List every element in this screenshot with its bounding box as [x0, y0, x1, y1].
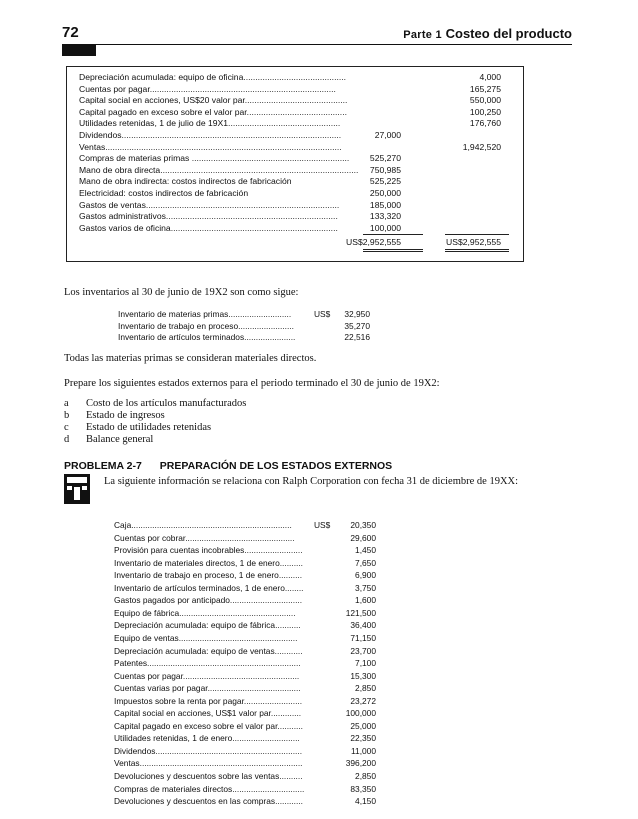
inventory-value: 32,950 [344, 309, 370, 319]
credit-value: 1,942,520 [462, 141, 501, 152]
credit-value: 176,760 [469, 118, 501, 129]
prepare-instruction: Prepare los siguientes estados externos para el periodo terminado el 30 de junio de 19X2: [64, 378, 440, 389]
page-number: 72 [62, 24, 79, 41]
ledger-value: 23,700 [350, 645, 376, 656]
ledger-row [114, 619, 376, 632]
header-rule [62, 44, 572, 45]
ledger-label: Compras de materiales directos............................... [114, 783, 305, 794]
ledger-value: 100,000 [345, 708, 376, 719]
problem-title: PREPARACIÓN DE LOS ESTADOS EXTERNOS [159, 460, 393, 472]
table-row [79, 164, 509, 176]
ledger-value: 396,200 [345, 758, 376, 769]
ledger-value: 25,000 [350, 720, 376, 731]
task-item: c Estado de utilidades retenidas [64, 422, 212, 433]
direct-materials-note: Todas las materias primas se consideran materiales directos. [64, 353, 317, 364]
account-label: Gastos de ventas................................................................................. [79, 199, 340, 210]
account-label: Mano de obra directa................................................................................... [79, 164, 359, 175]
ledger-value: 2,850 [355, 771, 376, 781]
table-row [79, 83, 509, 95]
ledger-label: Cuentas varias por pagar........................................ [114, 683, 301, 694]
table-row [79, 222, 509, 234]
table-row [79, 210, 509, 222]
trial-balance-box [66, 66, 524, 262]
ledger-row [114, 657, 376, 670]
table-row [79, 199, 509, 211]
ledger-row [114, 519, 376, 532]
task-item: a Costo de los artículos manufacturados [64, 398, 247, 409]
ledger-value: 4,150 [355, 796, 376, 807]
credit-value: 4,000 [479, 72, 501, 82]
credit-value: 550,000 [469, 95, 501, 106]
table-row [79, 187, 509, 199]
ledger-row [114, 557, 376, 570]
subtotal-rule [445, 234, 509, 235]
ledger-row [114, 682, 376, 695]
account-label: Gastos administrativos........................................................................ [79, 211, 338, 222]
ledger-value: 7,650 [355, 557, 376, 568]
ledger-value: 15,300 [350, 670, 376, 681]
ledger-row [114, 645, 376, 658]
debit-value: 100,000 [369, 222, 401, 233]
ledger-value: 3,750 [355, 582, 376, 593]
ledger-value: 23,272 [350, 695, 376, 706]
ledger-row [114, 670, 376, 683]
ledger-row [114, 594, 376, 607]
credit-value: 165,275 [469, 83, 501, 94]
ledger-label: Equipo de fábrica.................................................. [114, 607, 296, 618]
ledger-label: Depreciación acumulada: equipo de ventas............ [114, 645, 303, 656]
debit-value: 250,000 [369, 188, 401, 198]
ledger-label: Dividendos............................................................... [114, 745, 303, 756]
ledger-row [114, 757, 376, 770]
debit-value: 133,320 [369, 211, 401, 222]
ledger-value: 29,600 [350, 532, 376, 543]
ledger-label: Caja..................................................................... [114, 520, 292, 530]
ledger-label: Inventario de trabajo en proceso, 1 de enero.......... [114, 570, 303, 581]
ledger-label: Inventario de materiales directos, 1 de enero.......... [114, 557, 304, 568]
account-label: Dividendos............................................................................................ [79, 130, 342, 140]
account-label: Mano de obra indirecta: costos indirectos de fabricación [79, 176, 292, 187]
ledger-row [114, 544, 376, 557]
inventory-row [118, 321, 378, 332]
ledger-label: Utilidades retenidas, 1 de enero............................. [114, 733, 300, 744]
ledger-label: Devoluciones y descuentos sobre las ventas.......... [114, 771, 303, 781]
problem-number: PROBLEMA 2-7 [64, 460, 142, 472]
double-rule [363, 249, 423, 252]
account-label: Utilidades retenidas, 1 de julio de 19X1............................................... [79, 118, 341, 129]
account-label: Capital social en acciones, US$20 valor par........................................... [79, 95, 348, 106]
ledger-value: 36,400 [350, 620, 376, 631]
ledger-label: Inventario de artículos terminados, 1 de enero........ [114, 582, 304, 593]
table-row [79, 117, 509, 129]
ledger-label: Cuentas por cobrar............................................... [114, 532, 295, 543]
ledger-row [114, 795, 376, 808]
ledger-row [114, 582, 376, 595]
table-row [79, 71, 509, 83]
ledger-label: Provisión para cuentas incobrables......................... [114, 545, 303, 556]
ledger-value: 1,600 [355, 595, 376, 606]
ledger-label: Capital pagado en exceso sobre el valor par........... [114, 720, 304, 731]
ledger-label: Equipo de ventas................................................... [114, 632, 298, 643]
ledger-value: 1,450 [355, 545, 376, 556]
ledger-label: Capital social en acciones, US$1 valor par............. [114, 708, 302, 719]
currency-symbol: US$ [314, 309, 331, 319]
ledger-label: Ventas...................................................................... [114, 758, 303, 769]
table-row [79, 175, 509, 187]
part-title: Costeo del producto [445, 26, 572, 41]
ledger-value: 7,100 [355, 658, 376, 669]
debit-value: 525,225 [369, 176, 401, 187]
problem-heading [64, 460, 392, 472]
ledger-row [114, 607, 376, 620]
inventory-value: 22,516 [344, 332, 370, 342]
account-label: Gastos varios de oficina...................................................................... [79, 222, 338, 233]
ledger-value: 83,350 [350, 783, 376, 794]
ledger-value: 22,350 [350, 733, 376, 744]
total-credit: US$2,952,555 [446, 237, 501, 248]
currency-symbol: US$ [314, 520, 331, 530]
debit-value: 525,270 [369, 153, 401, 164]
header-block [62, 44, 96, 56]
table-row [79, 141, 509, 153]
credit-value: 100,250 [469, 106, 501, 117]
double-rule [445, 249, 509, 252]
inventory-label: Inventario de artículos terminados...................... [118, 332, 296, 342]
table-row [79, 94, 509, 106]
part-label: Parte 1 [403, 29, 442, 41]
ledger-row [114, 783, 376, 796]
account-label: Compras de materias primas .................................................................. [79, 153, 350, 164]
ledger-label: Impuestos sobre la renta por pagar......................... [114, 695, 303, 706]
ledger-row [114, 707, 376, 720]
ledger-row [114, 532, 376, 545]
ledger-value: 2,850 [355, 683, 376, 694]
ledger-label: Devoluciones y descuentos en las compras............ [114, 796, 303, 807]
account-label: Capital pagado en exceso sobre el valor par.......................................... [79, 106, 347, 117]
task-item: d Balance general [64, 434, 154, 445]
running-header [403, 26, 572, 41]
ledger-row [114, 632, 376, 645]
ledger-label: Depreciación acumulada: equipo de fábrica........... [114, 620, 301, 631]
total-row [79, 236, 509, 248]
debit-value: 27,000 [374, 130, 401, 140]
ledger-value: 6,900 [355, 570, 376, 581]
ledger-row [114, 732, 376, 745]
inventory-label: Inventario de materias primas........................... [118, 309, 292, 319]
inventory-row [118, 332, 378, 343]
inventories-intro: Los inventarios al 30 de junio de 19X2 son como sigue: [64, 287, 299, 298]
table-row [79, 129, 509, 141]
ledger-label: Gastos pagados por anticipado............................... [114, 595, 303, 606]
ledger-label: Cuentas por pagar.................................................. [114, 670, 300, 681]
ledger-row [114, 720, 376, 733]
inventory-value: 35,270 [344, 320, 370, 331]
ledger-value: 20,350 [350, 520, 376, 530]
ledger-row [114, 770, 376, 783]
inventory-row [118, 309, 378, 320]
ledger-row [114, 569, 376, 582]
debit-value: 185,000 [369, 199, 401, 210]
subtotal-rule [363, 234, 423, 235]
task-item: b Estado de ingresos [64, 410, 165, 421]
account-label: Cuentas por pagar.............................................................................. [79, 83, 336, 94]
ledger-row [114, 695, 376, 708]
account-label: Ventas................................................................................................... [79, 141, 342, 152]
debit-value: 750,985 [369, 164, 401, 175]
ledger-value: 71,150 [350, 632, 376, 643]
total-debit: US$2,952,555 [346, 237, 401, 248]
account-label: Depreciación acumulada: equipo de oficina........................................... [79, 72, 347, 82]
table-row [79, 152, 509, 164]
ledger-value: 11,000 [351, 745, 376, 756]
ledger-value: 121,500 [345, 607, 376, 618]
ledger-row [114, 745, 376, 758]
inventory-label: Inventario de trabajo en proceso........................ [118, 320, 294, 331]
problem-intro: La siguiente información se relaciona con Ralph Corporation con fecha 31 de diciembre de 19XX: [104, 476, 519, 487]
table-row [79, 106, 509, 118]
calculator-icon [64, 474, 90, 504]
account-label: Electricidad: costos indirectos de fabricación [79, 188, 249, 198]
ledger-label: Patentes.................................................................. [114, 658, 301, 669]
